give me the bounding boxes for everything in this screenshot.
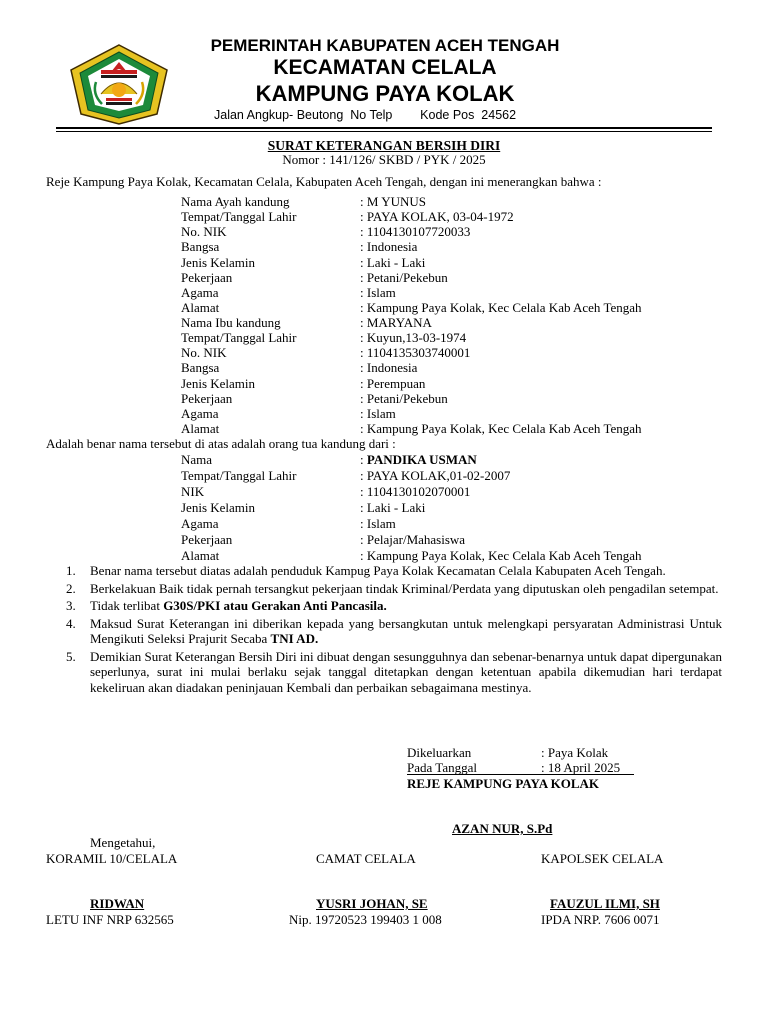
list-text-bold: TNI AD. bbox=[270, 631, 319, 646]
letter-number: Nomor : 141/126/ SKBD / PYK / 2025 bbox=[282, 152, 486, 167]
field-label: Jenis Kelamin bbox=[181, 255, 256, 270]
signatory-id: LETU INF NRP 632565 bbox=[46, 912, 174, 927]
signatory-name: FAUZUL ILMI, SH bbox=[550, 896, 660, 911]
field-value: : Kampung Paya Kolak, Kec Celala Kab Aceh Tengah bbox=[360, 421, 642, 436]
field-value: : Islam bbox=[360, 285, 396, 300]
list-number: 3. bbox=[66, 598, 76, 613]
field-value: : Indonesia bbox=[360, 360, 418, 375]
list-text: Demikian Surat Keterangan Bersih Diri ini dibuat dengan sesungguhnya dan sebenar-benarnya untuk dapat dipergunakan seperlunya, surat ini mulai berlaku sejak tanggal ditetapkan dengan ketentuan apabila dikemudian hari terdapat kekeliruan akan diadakan peninjauan Kembali dan perbaikan sebagaimana mestinya. bbox=[90, 648, 722, 695]
list-number: 1. bbox=[66, 563, 76, 578]
field-value: : M YUNUS bbox=[360, 194, 426, 209]
signatory-id: IPDA NRP. 7606 0071 bbox=[541, 912, 660, 927]
signatory-office: CAMAT CELALA bbox=[316, 851, 416, 866]
field-value: : PAYA KOLAK,01-02-2007 bbox=[360, 468, 511, 483]
letter-intro: Reje Kampung Paya Kolak, Kecamatan Celala, Kabupaten Aceh Tengah, dengan ini menerangkan bahwa : bbox=[46, 174, 602, 189]
village-head-name: AZAN NUR, S.Pd bbox=[452, 821, 553, 836]
field-value: : PAYA KOLAK, 03-04-1972 bbox=[360, 209, 514, 224]
field-value: : Islam bbox=[360, 406, 396, 421]
list-text: Maksud Surat Keterangan ini diberikan kepada yang bersangkutan untuk melengkapi persyaratan Administrasi Untuk Mengikuti Seleksi Prajurit Secaba bbox=[90, 615, 726, 646]
issued-office: REJE KAMPUNG PAYA KOLAK bbox=[407, 776, 600, 791]
list-text: Tidak terlibat bbox=[90, 598, 164, 613]
field-label: Agama bbox=[181, 516, 219, 531]
letterhead-village: KAMPUNG PAYA KOLAK bbox=[255, 81, 515, 106]
regency-emblem-icon bbox=[68, 42, 170, 126]
signatory-name: YUSRI JOHAN, SE bbox=[316, 896, 428, 911]
list-text-bold: G30S/PKI atau Gerakan Anti Pancasila. bbox=[163, 598, 387, 613]
issued-date-value: : 18 April 2025 bbox=[541, 760, 621, 775]
field-value: : Islam bbox=[360, 516, 396, 531]
field-label: Agama bbox=[181, 285, 219, 300]
list-item bbox=[66, 598, 722, 614]
acknowledgement-label: Mengetahui, bbox=[90, 835, 156, 850]
field-value: : Kuyun,13-03-1974 bbox=[360, 330, 467, 345]
field-label: Bangsa bbox=[181, 239, 220, 254]
field-label: Tempat/Tanggal Lahir bbox=[181, 209, 297, 224]
field-value: : Pelajar/Mahasiswa bbox=[360, 532, 466, 547]
letterhead-district: KECAMATAN CELALA bbox=[273, 56, 497, 79]
field-value: : Petani/Pekebun bbox=[360, 270, 448, 285]
field-value: : Kampung Paya Kolak, Kec Celala Kab Aceh Tengah bbox=[360, 548, 642, 563]
list-text: Berkelakuan Baik tidak pernah tersangkut pekerjaan tindak Kriminal/Perdata yang diputuskan oleh pengadilan setempat. bbox=[90, 580, 719, 596]
field-label: Tempat/Tanggal Lahir bbox=[181, 468, 297, 483]
field-value: : 1104130107720033 bbox=[360, 224, 471, 239]
field-value: : Kampung Paya Kolak, Kec Celala Kab Aceh Tengah bbox=[360, 300, 642, 315]
field-value: : Indonesia bbox=[360, 239, 418, 254]
list-number: 4. bbox=[66, 615, 76, 631]
list-text: Benar nama tersebut diatas adalah penduduk Kampug Paya Kolak Kecamatan Celala Kabupaten Aceh Tengah. bbox=[90, 563, 666, 578]
issued-date-underline bbox=[407, 774, 634, 775]
field-label: Alamat bbox=[181, 421, 220, 436]
field-value: : 1104135303740001 bbox=[360, 345, 471, 360]
list-number: 2. bbox=[66, 580, 76, 596]
field-label: Alamat bbox=[181, 548, 220, 563]
field-label: Pekerjaan bbox=[181, 532, 233, 547]
field-label: Jenis Kelamin bbox=[181, 376, 256, 391]
statement-list bbox=[66, 563, 726, 697]
list-item bbox=[66, 615, 726, 647]
list-item bbox=[66, 563, 722, 579]
list-number: 5. bbox=[66, 648, 76, 664]
field-label: Nama Ayah kandung bbox=[181, 194, 290, 209]
signatory-name: RIDWAN bbox=[90, 896, 145, 911]
signatory-office: KORAMIL 10/CELALA bbox=[46, 851, 178, 866]
field-label: Agama bbox=[181, 406, 219, 421]
letterhead-government: PEMERINTAH KABUPATEN ACEH TENGAH bbox=[210, 36, 560, 55]
field-value: : PANDIKA USMAN bbox=[360, 452, 477, 467]
letter-title: SURAT KETERANGAN BERSIH DIRI bbox=[267, 138, 501, 153]
field-value: : MARYANA bbox=[360, 315, 432, 330]
letterhead-address: Jalan Angkup- Beutong No Telp Kode Pos 24562 bbox=[214, 108, 517, 122]
letterhead-rule-thick bbox=[56, 127, 712, 129]
list-item bbox=[66, 581, 722, 597]
signatory-office: KAPOLSEK CELALA bbox=[541, 851, 664, 866]
field-value: : Petani/Pekebun bbox=[360, 391, 448, 406]
letterhead-rule-thin bbox=[56, 131, 712, 132]
field-value: : Laki - Laki bbox=[360, 500, 426, 515]
issued-date-label: Pada Tanggal bbox=[407, 760, 477, 775]
letter-middle-statement: Adalah benar nama tersebut di atas adalah orang tua kandung dari : bbox=[46, 436, 396, 451]
field-value: : Laki - Laki bbox=[360, 255, 426, 270]
list-item bbox=[66, 649, 722, 696]
signatory-id: Nip. 19720523 199403 1 008 bbox=[289, 912, 442, 927]
field-label: No. NIK bbox=[181, 224, 227, 239]
field-value: : 1104130102070001 bbox=[360, 484, 471, 499]
field-label: Jenis Kelamin bbox=[181, 500, 256, 515]
field-label: Pekerjaan bbox=[181, 270, 233, 285]
field-label: Tempat/Tanggal Lahir bbox=[181, 330, 297, 345]
field-label: Pekerjaan bbox=[181, 391, 233, 406]
field-label: NIK bbox=[181, 484, 205, 499]
field-label: Nama bbox=[181, 452, 213, 467]
issued-place-value: : Paya Kolak bbox=[541, 745, 609, 760]
issued-place-label: Dikeluarkan bbox=[407, 745, 472, 760]
child-name: PANDIKA USMAN bbox=[366, 452, 477, 467]
field-value: : Perempuan bbox=[360, 376, 426, 391]
field-label: Bangsa bbox=[181, 360, 220, 375]
field-label: Alamat bbox=[181, 300, 220, 315]
field-label: Nama Ibu kandung bbox=[181, 315, 281, 330]
field-label: No. NIK bbox=[181, 345, 227, 360]
